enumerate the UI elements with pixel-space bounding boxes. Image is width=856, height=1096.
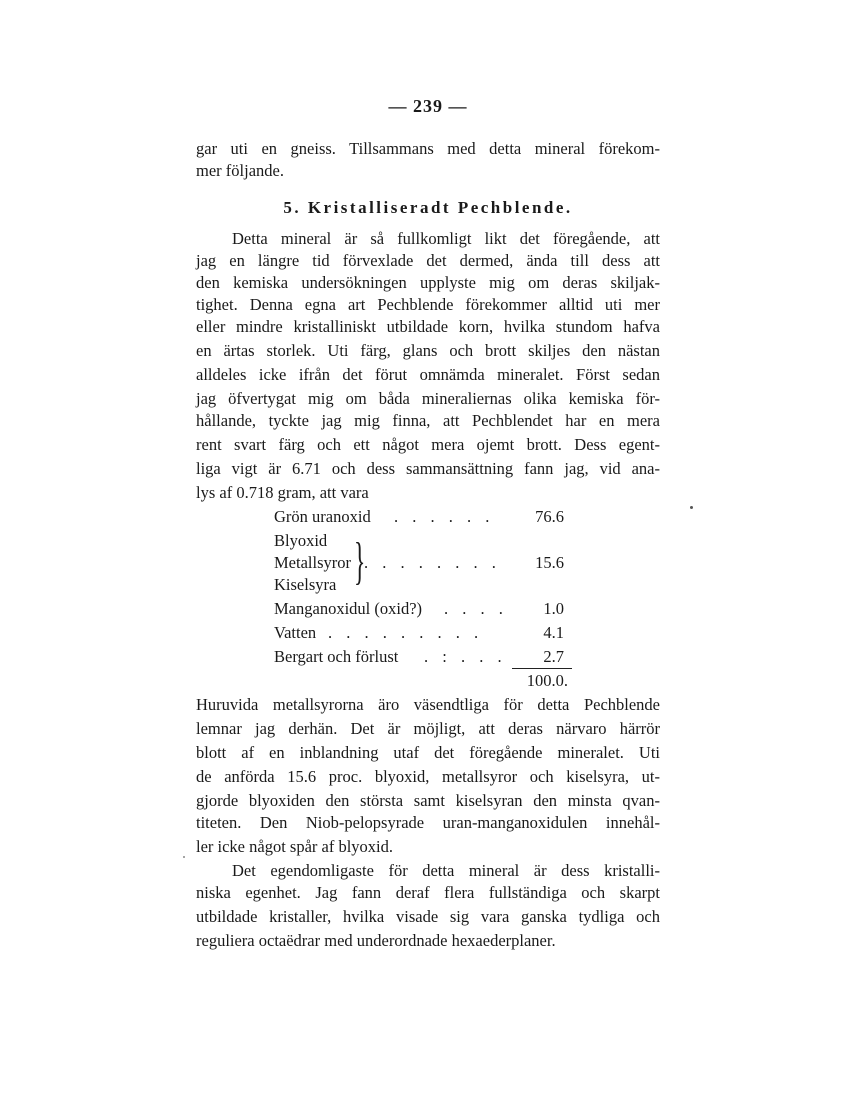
table-row-name: Metallsyror bbox=[274, 553, 351, 572]
table-row-name: Kiselsyra bbox=[274, 575, 337, 594]
para2-line-4: de anförda 15.6 proc. blyoxid, metallsyror och kiselsyra, ut- bbox=[196, 767, 660, 786]
para2-line-1: Huruvida metallsyrorna äro väsendtliga för detta Pechblende bbox=[196, 695, 660, 714]
table-row-value: 1.0 bbox=[543, 599, 564, 618]
para1-line-4: tighet. Denna egna art Pechblende förekommer alltid uti mer bbox=[196, 295, 660, 314]
table-row-value: 4.1 bbox=[543, 623, 564, 642]
table-row-value: 15.6 bbox=[535, 553, 564, 572]
para3-line-1: Det egendomligaste för detta mineral är dess kristalli- bbox=[232, 861, 660, 880]
para1-line-2: jag en längre tid förvexlade det dermed, ända till dess att bbox=[196, 251, 660, 270]
para2-line-7: ler icke något spår af blyoxid. bbox=[196, 837, 394, 856]
table-row-dots: . . . . . . bbox=[394, 507, 495, 526]
table-row-dots: . : . . . bbox=[424, 647, 507, 666]
para1-line-9: hållande, tyckte jag mig finna, att Pechblendet har en mera bbox=[196, 411, 660, 430]
table-row-name: Manganoxidul (oxid?) bbox=[274, 599, 423, 618]
curly-brace-icon: } bbox=[354, 533, 366, 590]
table-total: 100.0. bbox=[526, 671, 568, 690]
intro-line-1: gar uti en gneiss. Tillsammans med detta mineral förekom- bbox=[196, 139, 660, 158]
para1-line-11: liga vigt är 6.71 och dess sammansättning fann jag, vid ana- bbox=[196, 459, 660, 478]
table-row-dots: . . . . . . . . . bbox=[328, 623, 484, 642]
para1-line-3: den kemiska undersökningen upplyste mig om deras skiljak- bbox=[196, 273, 660, 292]
para1-line-10: rent svart färg och ett något mera ojemt brott. Dess egent- bbox=[196, 435, 660, 454]
para2-line-5: gjorde blyoxiden den största samt kiselsyran den minsta qvan- bbox=[196, 791, 660, 810]
intro-line-2: mer följande. bbox=[196, 161, 284, 180]
para3-line-3: utbildade kristaller, hvilka visade sig vara ganska tydliga och bbox=[196, 907, 660, 926]
page-number-header: — 239 — bbox=[388, 96, 468, 116]
table-row-dots: . . . . . . . . bbox=[364, 553, 501, 572]
para1-line-8: jag öfvertygat mig om båda mineraliernas olika kemiska för- bbox=[196, 389, 660, 408]
table-row-dots: . . . . bbox=[444, 599, 508, 618]
para2-line-2: lemnar jag derhän. Det är möjligt, att deras närvaro härrör bbox=[196, 719, 660, 738]
scan-speck bbox=[183, 856, 185, 858]
table-row-name: Grön uranoxid bbox=[274, 507, 371, 526]
table-row-name: Vatten bbox=[274, 623, 317, 642]
para1-line-6: en ärtas storlek. Uti färg, glans och brott skiljes den nästan bbox=[196, 341, 660, 360]
para1-line-7: alldeles icke ifrån det förut omnämda mineralet. Först sedan bbox=[196, 365, 660, 384]
para3-line-2: niska egenhet. Jag fann deraf flera fullständiga och skarpt bbox=[196, 883, 660, 902]
table-row-name: Blyoxid bbox=[274, 531, 328, 550]
para1-line-12: lys af 0.718 gram, att vara bbox=[196, 483, 369, 502]
para2-line-6: titeten. Den Niob-pelopsyrade uran-manganoxidulen innehål- bbox=[196, 813, 660, 832]
scan-speck bbox=[690, 506, 693, 509]
para1-line-1: Detta mineral är så fullkomligt likt det föregående, att bbox=[232, 229, 660, 248]
para1-line-5: eller mindre kristalliniskt utbildade korn, hvilka stundom hafva bbox=[196, 317, 660, 336]
para2-line-3: blott af en inblandning utaf det föregående mineralet. Uti bbox=[196, 743, 660, 762]
section-title: 5. Kristalliseradt Pechblende. bbox=[283, 198, 573, 217]
table-row-value: 2.7 bbox=[543, 647, 564, 666]
table-row-value: 76.6 bbox=[535, 507, 564, 526]
table-row-name: Bergart och förlust bbox=[274, 647, 399, 666]
sum-divider bbox=[512, 668, 572, 669]
para3-line-4: reguliera octaëdrar med underordnade hexaederplaner. bbox=[196, 931, 556, 950]
